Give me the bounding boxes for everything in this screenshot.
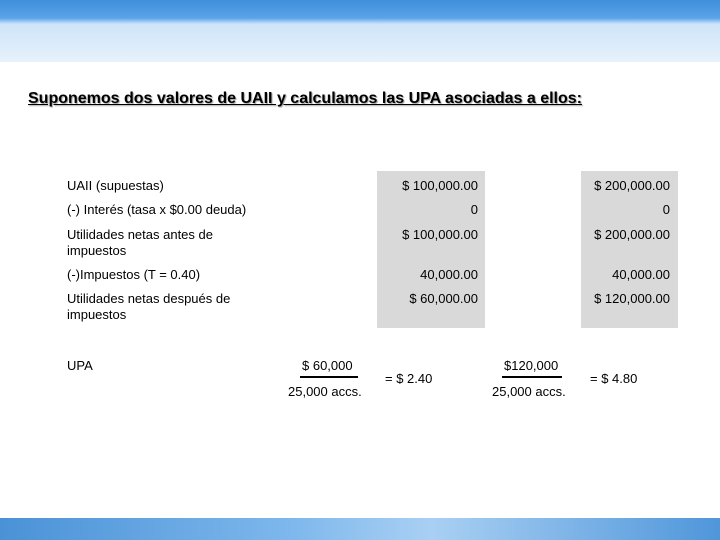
row-label-impuestos: (-)Impuestos (T = 0.40) [67,267,201,282]
row-label-antes: Utilidades netas antes de impuestos [67,227,213,258]
slide-title: Suponemos dos valores de UAII y calculamos las UPA asociadas a ellos: [28,90,582,107]
row-antes-col1: $ 100,000.00 [402,227,478,242]
upa1-denominator: 25,000 accs. [288,384,362,399]
row-interes-col2: 0 [662,202,670,217]
upa1-numerator: $ 60,000 [302,358,353,373]
row-uaii-col1: $ 100,000.00 [402,178,478,193]
row-interes-col1: 0 [470,202,478,217]
upa2-result: = $ 4.80 [590,371,638,386]
upa-label: UPA [67,358,93,373]
row-label-despues: Utilidades netas después de impuestos [67,291,231,322]
row-label-uaii: UAII (supuestas) [67,178,164,193]
row-despues-col2: $ 120,000.00 [594,291,670,306]
header-band [0,0,720,62]
row-impuestos-col2: 40,000.00 [612,267,670,282]
row-label-interes: (-) Interés (tasa x $0.00 deuda) [67,202,247,217]
upa1-result: = $ 2.40 [385,371,433,386]
row-despues-col1: $ 60,000.00 [409,291,478,306]
row-impuestos-col1: 40,000.00 [420,267,478,282]
row-uaii-col2: $ 200,000.00 [594,178,670,193]
upa1-fraction-bar [300,376,358,378]
row-antes-col2: $ 200,000.00 [594,227,670,242]
footer-band [0,518,720,540]
upa2-numerator: $120,000 [504,358,559,373]
upa2-denominator: 25,000 accs. [492,384,566,399]
upa2-fraction-bar [502,376,562,378]
